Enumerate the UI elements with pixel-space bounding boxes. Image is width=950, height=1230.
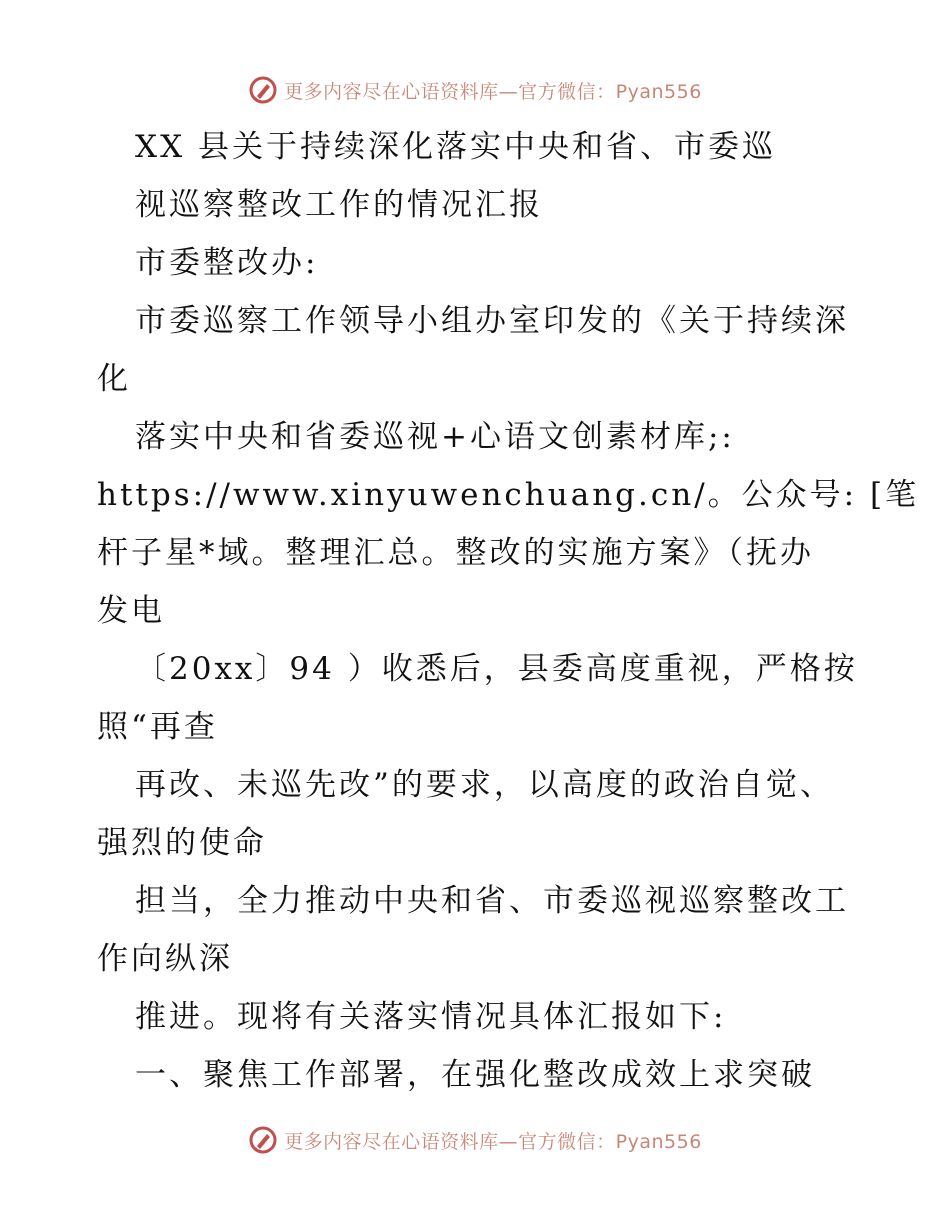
document-line: 化 <box>97 361 131 397</box>
document-line: 落实中央和省委巡视+心语文创素材库;: <box>135 419 735 455</box>
document-line: 担当，全力推动中央和省、市委巡视巡察整改工 <box>135 883 849 919</box>
pen-logo-icon <box>248 75 278 105</box>
document-line: 市委巡察工作领导小组办室印发的《关于持续深 <box>135 303 849 339</box>
document-line: 发电 <box>97 593 165 629</box>
document-line: 市委整改办: <box>135 245 319 281</box>
footer-banner-text: 更多内容尽在心语资料库—官方微信：Pyan556 <box>284 1130 702 1153</box>
document-body <box>97 118 920 1104</box>
document-line: 再改、未巡先改”的要求，以高度的政治自觉、 <box>135 767 834 803</box>
footer-banner <box>0 1120 950 1160</box>
document-line: 视巡察整改工作的情况汇报 <box>135 187 543 223</box>
document-line: XX 县关于持续深化落实中央和省、市委巡 <box>135 129 776 165</box>
document-line: 〔20xx〕94 ）收悉后，县委高度重视，严格按 <box>135 651 858 687</box>
header-banner <box>0 70 950 110</box>
document-line: 推进。现将有关落实情况具体汇报如下: <box>135 999 727 1035</box>
header-banner-text: 更多内容尽在心语资料库—官方微信：Pyan556 <box>284 80 702 103</box>
pen-logo-icon <box>248 1125 278 1155</box>
document-line: 强烈的使命 <box>97 825 267 861</box>
document-line: 杆子星*域。整理汇总。整改的实施方案》（抚办 <box>97 535 814 571</box>
document-line: 作向纵深 <box>97 941 233 977</box>
document-line: 照“再查 <box>97 709 218 745</box>
document-line: 一、聚焦工作部署，在强化整改成效上求突破 <box>135 1057 815 1093</box>
document-line: https://www.xinyuwenchuang.cn/。公众号: [笔 <box>97 477 920 513</box>
